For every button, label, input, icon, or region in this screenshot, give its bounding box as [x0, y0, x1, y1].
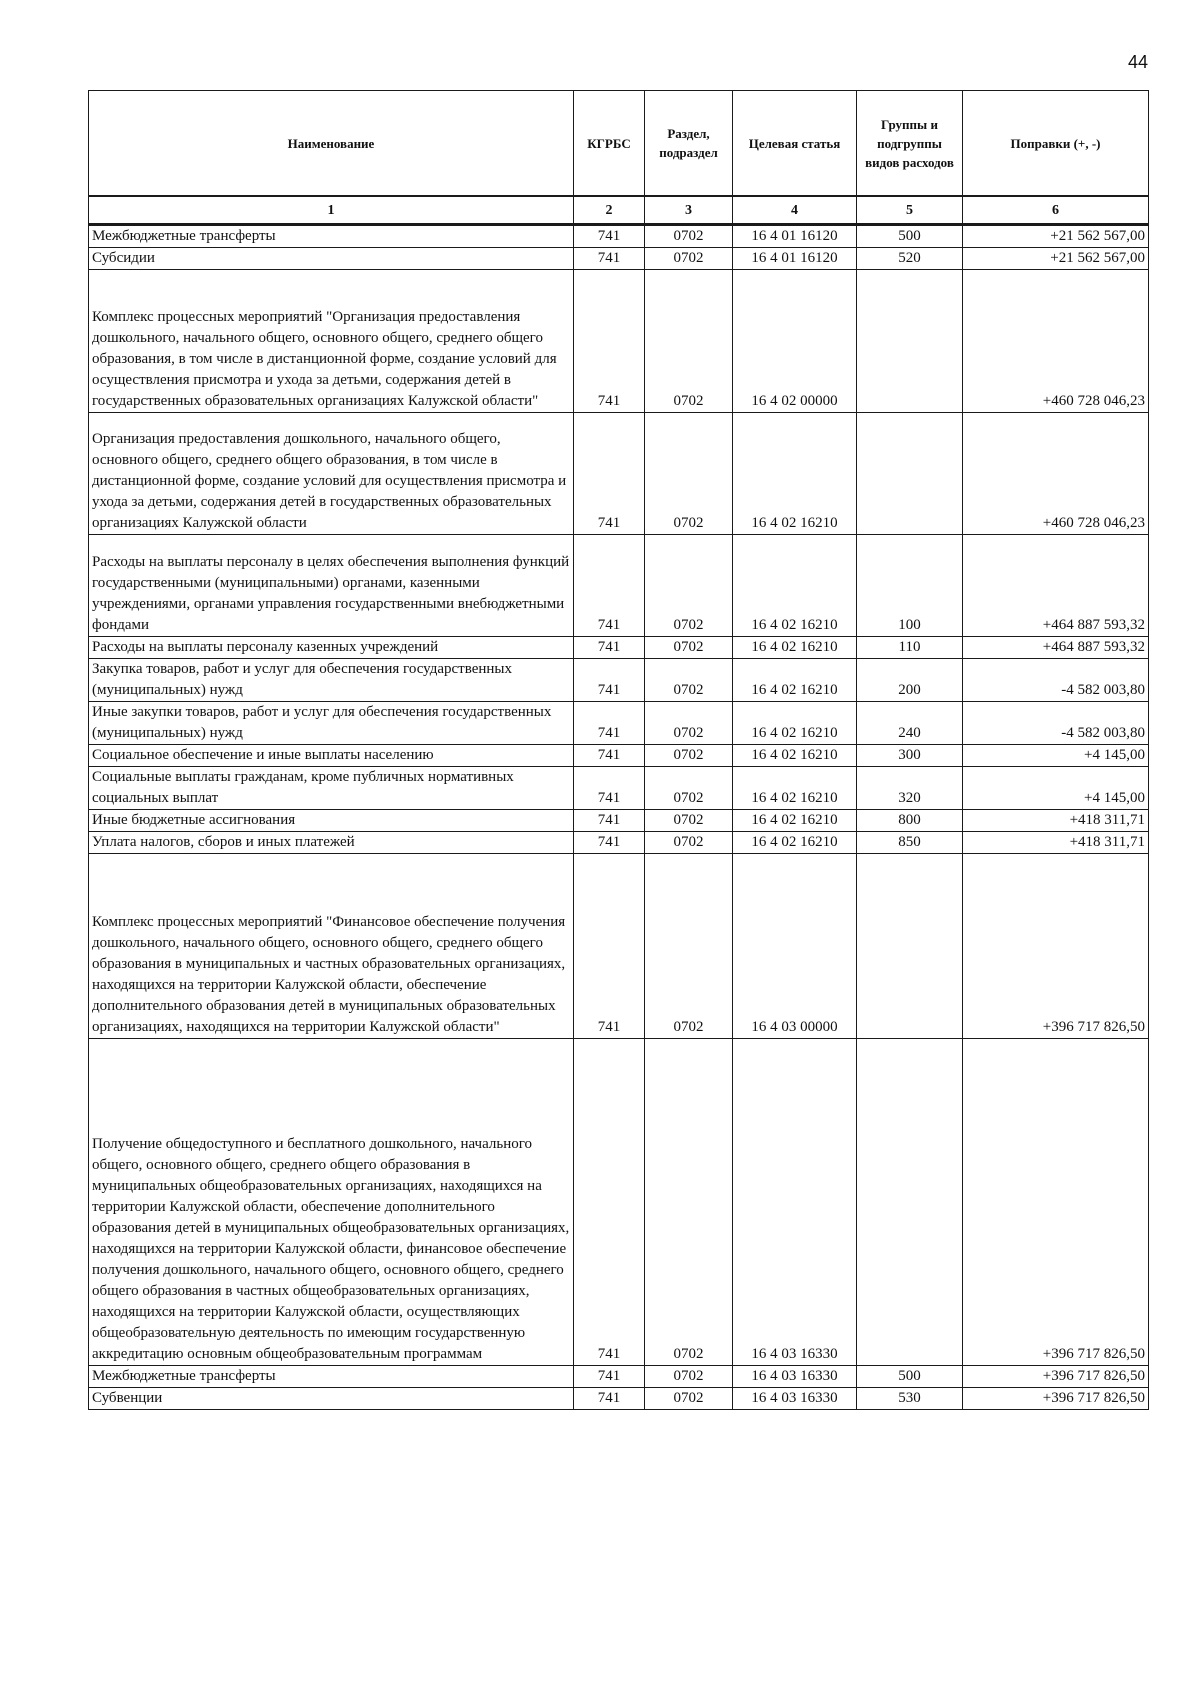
row-kgrbs: 741	[574, 535, 645, 637]
row-kgrbs: 741	[574, 767, 645, 810]
table-row	[89, 702, 1149, 745]
row-kgrbs: 741	[574, 270, 645, 413]
row-name: Субсидии	[89, 248, 574, 270]
row-group: 500	[857, 1366, 963, 1388]
row-amount: +396 717 826,50	[963, 1388, 1149, 1410]
row-kgrbs: 741	[574, 832, 645, 854]
row-article: 16 4 01 16120	[733, 248, 857, 270]
row-amount: +464 887 593,32	[963, 637, 1149, 659]
row-group: 500	[857, 225, 963, 248]
row-name: Социальные выплаты гражданам, кроме публичных нормативных социальных выплат	[89, 767, 574, 810]
row-name: Комплекс процессных мероприятий "Финансовое обеспечение получения дошкольного, начального общего, основного общего, среднего общего образования в муниципальных и частных образовательных организациях, находящихся на территории Калужской области, обеспечение дополнительного образования детей в муниципальных образовательных организациях, находящихся на территории Калужской области"	[89, 854, 574, 1039]
column-number: 3	[645, 196, 733, 225]
row-section: 0702	[645, 832, 733, 854]
row-amount: +464 887 593,32	[963, 535, 1149, 637]
row-name: Иные бюджетные ассигнования	[89, 810, 574, 832]
row-name: Комплекс процессных мероприятий "Организация предоставления дошкольного, начального общего, основного общего, среднего общего образования, в том числе в дистанционной форме, создание условий для осуществления присмотра и ухода за детьми, содержания детей в государственных образовательных организациях Калужской области"	[89, 270, 574, 413]
row-article: 16 4 01 16120	[733, 225, 857, 248]
row-section: 0702	[645, 1366, 733, 1388]
row-amount: +460 728 046,23	[963, 270, 1149, 413]
row-name: Получение общедоступного и бесплатного дошкольного, начального общего, основного общего, среднего общего образования в муниципальных общеобразовательных организациях, находящихся на территории Калужской области, обеспечение дополнительного образования детей в муниципальных общеобразовательных организациях, находящихся на территории Калужской области, финансовое обеспечение получения дошкольного, начального общего, основного общего, среднего общего образования в частных общеобразовательных организациях, находящихся на территории Калужской области, осуществляющих общеобразовательную деятельность по имеющим государственную аккредитацию основным общеобразовательным программам	[89, 1039, 574, 1366]
table-body	[89, 225, 1149, 1410]
column-number: 1	[89, 196, 574, 225]
row-kgrbs: 741	[574, 248, 645, 270]
row-name: Расходы на выплаты персоналу казенных учреждений	[89, 637, 574, 659]
row-kgrbs: 741	[574, 810, 645, 832]
row-name: Межбюджетные трансферты	[89, 1366, 574, 1388]
row-group	[857, 413, 963, 535]
row-name: Иные закупки товаров, работ и услуг для обеспечения государственных (муниципальных) нужд	[89, 702, 574, 745]
row-group: 100	[857, 535, 963, 637]
row-name: Расходы на выплаты персоналу в целях обеспечения выполнения функций государственными (муниципальными) органами, казенными учреждениями, органами управления государственными внебюджетными фондами	[89, 535, 574, 637]
table-row	[89, 745, 1149, 767]
row-kgrbs: 741	[574, 413, 645, 535]
table-row	[89, 225, 1149, 248]
row-name: Межбюджетные трансферты	[89, 225, 574, 248]
table-row	[89, 1388, 1149, 1410]
row-article: 16 4 02 16210	[733, 702, 857, 745]
row-section: 0702	[645, 702, 733, 745]
row-group: 240	[857, 702, 963, 745]
table-row	[89, 810, 1149, 832]
row-group: 200	[857, 659, 963, 702]
row-group: 530	[857, 1388, 963, 1410]
table-row	[89, 1039, 1149, 1366]
page-number: 44	[1127, 52, 1148, 72]
row-article: 16 4 03 16330	[733, 1039, 857, 1366]
row-group: 300	[857, 745, 963, 767]
row-kgrbs: 741	[574, 637, 645, 659]
row-article: 16 4 02 16210	[733, 767, 857, 810]
row-section: 0702	[645, 767, 733, 810]
row-amount: +396 717 826,50	[963, 1039, 1149, 1366]
row-section: 0702	[645, 1388, 733, 1410]
row-name: Закупка товаров, работ и услуг для обеспечения государственных (муниципальных) нужд	[89, 659, 574, 702]
row-section: 0702	[645, 637, 733, 659]
table-row	[89, 854, 1149, 1039]
row-amount: +396 717 826,50	[963, 1366, 1149, 1388]
budget-amendments-table	[88, 90, 1149, 1410]
row-section: 0702	[645, 659, 733, 702]
table-header	[89, 91, 1149, 225]
row-amount: +21 562 567,00	[963, 248, 1149, 270]
row-kgrbs: 741	[574, 1388, 645, 1410]
row-article: 16 4 02 16210	[733, 810, 857, 832]
row-article: 16 4 02 16210	[733, 832, 857, 854]
row-kgrbs: 741	[574, 702, 645, 745]
column-number: 5	[857, 196, 963, 225]
header-amount: Поправки (+, -)	[963, 91, 1149, 197]
table-row	[89, 1366, 1149, 1388]
row-section: 0702	[645, 270, 733, 413]
row-article: 16 4 02 16210	[733, 637, 857, 659]
row-amount: +418 311,71	[963, 810, 1149, 832]
row-section: 0702	[645, 1039, 733, 1366]
row-group: 850	[857, 832, 963, 854]
row-section: 0702	[645, 225, 733, 248]
row-kgrbs: 741	[574, 1039, 645, 1366]
row-amount: +418 311,71	[963, 832, 1149, 854]
row-group	[857, 854, 963, 1039]
row-group: 520	[857, 248, 963, 270]
row-amount: -4 582 003,80	[963, 702, 1149, 745]
row-amount: +4 145,00	[963, 767, 1149, 810]
header-kgrbs: КГРБС	[574, 91, 645, 197]
row-article: 16 4 02 16210	[733, 413, 857, 535]
row-name: Уплата налогов, сборов и иных платежей	[89, 832, 574, 854]
row-kgrbs: 741	[574, 854, 645, 1039]
row-group: 110	[857, 637, 963, 659]
row-article: 16 4 03 16330	[733, 1388, 857, 1410]
column-number: 2	[574, 196, 645, 225]
row-group	[857, 270, 963, 413]
row-group: 800	[857, 810, 963, 832]
column-number: 4	[733, 196, 857, 225]
row-name: Субвенции	[89, 1388, 574, 1410]
row-article: 16 4 02 16210	[733, 535, 857, 637]
table-row	[89, 535, 1149, 637]
row-amount: +460 728 046,23	[963, 413, 1149, 535]
row-group	[857, 1039, 963, 1366]
row-kgrbs: 741	[574, 745, 645, 767]
row-name: Социальное обеспечение и иные выплаты населению	[89, 745, 574, 767]
column-number: 6	[963, 196, 1149, 225]
table-row	[89, 832, 1149, 854]
row-article: 16 4 02 16210	[733, 745, 857, 767]
row-amount: +396 717 826,50	[963, 854, 1149, 1039]
row-kgrbs: 741	[574, 659, 645, 702]
row-section: 0702	[645, 413, 733, 535]
header-group: Группы и подгруппы видов расходов	[857, 91, 963, 197]
row-article: 16 4 02 16210	[733, 659, 857, 702]
header-article: Целевая статья	[733, 91, 857, 197]
table-row	[89, 637, 1149, 659]
row-amount: +21 562 567,00	[963, 225, 1149, 248]
header-section: Раздел, подраздел	[645, 91, 733, 197]
row-section: 0702	[645, 745, 733, 767]
header-name: Наименование	[89, 91, 574, 197]
row-section: 0702	[645, 854, 733, 1039]
row-kgrbs: 741	[574, 225, 645, 248]
table-row	[89, 270, 1149, 413]
row-article: 16 4 03 00000	[733, 854, 857, 1039]
table-row	[89, 767, 1149, 810]
row-section: 0702	[645, 248, 733, 270]
row-amount: +4 145,00	[963, 745, 1149, 767]
row-article: 16 4 02 00000	[733, 270, 857, 413]
table-row	[89, 659, 1149, 702]
row-name: Организация предоставления дошкольного, начального общего, основного общего, среднего общего образования, в том числе в дистанционной форме, создание условий для осуществления присмотра и ухода за детьми, содержания детей в государственных образовательных организациях Калужской области	[89, 413, 574, 535]
table-row	[89, 248, 1149, 270]
table-row	[89, 413, 1149, 535]
row-section: 0702	[645, 810, 733, 832]
row-group: 320	[857, 767, 963, 810]
row-section: 0702	[645, 535, 733, 637]
row-kgrbs: 741	[574, 1366, 645, 1388]
row-amount: -4 582 003,80	[963, 659, 1149, 702]
row-article: 16 4 03 16330	[733, 1366, 857, 1388]
